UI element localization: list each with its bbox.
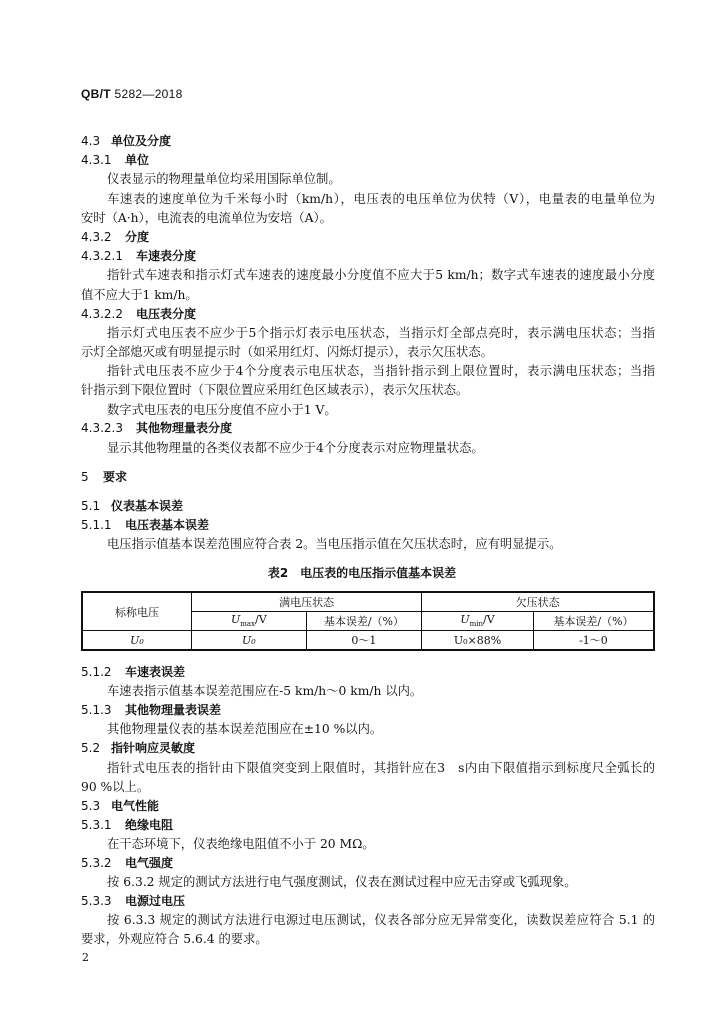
paragraph: 值不应大于1 km/h。 xyxy=(81,288,198,302)
heading-5-1-3: 5.1.3 其他物理量表误差 xyxy=(81,703,222,717)
heading-5-3-3: 5.3.3 电源过电压 xyxy=(81,894,186,908)
cell-umin: U₀×88% xyxy=(422,631,534,651)
cell-error-full: 0～1 xyxy=(306,631,422,651)
paragraph: 其他物理量仪表的基本误差范围应在±10 %以内。 xyxy=(107,722,383,736)
paragraph: 90 %以上。 xyxy=(81,780,150,794)
voltage-error-table xyxy=(81,591,655,651)
paragraph: 指针式车速表和指示灯式车速表的速度最小分度值不应大于5 km/h；数字式车速表的速度最小分度 xyxy=(107,268,655,282)
header-error-under: 基本误差/（%） xyxy=(533,612,654,631)
paragraph: 显示其他物理量的各类仪表都不应少于4个分度表示对应物理量状态。 xyxy=(107,441,484,455)
header-umin: $U_{min}/V$ xyxy=(422,612,534,631)
table-title: 表2 电压表的电压指示值基本误差 xyxy=(267,566,457,580)
header-umax: $U_{max}/V$ xyxy=(192,612,307,631)
heading-4-3-2: 4.3.2 分度 xyxy=(81,230,150,244)
heading-4-3: 4.3 单位及分度 xyxy=(81,134,172,148)
paragraph: 仪表显示的物理量单位均采用国际单位制。 xyxy=(107,172,341,186)
standard-number: 5282—2018 xyxy=(114,87,183,101)
heading-4-3-2-1: 4.3.2.1 车速表分度 xyxy=(81,249,197,263)
header-full-voltage: 满电压状态 xyxy=(192,592,422,612)
standard-code xyxy=(81,87,183,101)
heading-5-1: 5.1 仪表基本误差 xyxy=(81,499,184,513)
heading-5-2: 5.2 指针响应灵敏度 xyxy=(81,741,196,755)
paragraph: 指针式电压表不应少于4个分度表示电压状态，当指针指示到上限位置时，表示满电压状态；当指 xyxy=(107,364,655,378)
paragraph: 按 6.3.2 规定的测试方法进行电气强度测试，仪表在测试过程中应无击穿或飞弧现象。 xyxy=(107,875,577,889)
paragraph: 要求，外观应符合 5.6.4 的要求。 xyxy=(81,932,268,946)
header-error-full: 基本误差/（%） xyxy=(306,612,422,631)
page-number: 2 xyxy=(82,951,89,964)
paragraph: 指针式电压表的指针由下限值突变到上限值时，其指针应在3 s内由下限值指示到标度尺全弧长的 xyxy=(107,761,655,775)
heading-4-3-2-3: 4.3.2.3 其他物理量表分度 xyxy=(81,421,233,435)
paragraph: 在干态环境下，仪表绝缘电阻值不小于 20 MΩ。 xyxy=(107,837,375,851)
heading-4-3-2-2: 4.3.2.2 电压表分度 xyxy=(81,307,197,321)
heading-5-3: 5.3 电气性能 xyxy=(81,799,160,813)
paragraph: 针指示到下限位置时（下限位置应采用红色区域表示），表示欠压状态。 xyxy=(81,383,469,397)
cell-rated: U₀ xyxy=(82,631,192,651)
paragraph: 车速表的速度单位为千米每小时（km/h），电压表的电压单位为伏特（V），电量表的电量单位为 xyxy=(107,192,655,206)
header-rated-voltage: 标称电压 xyxy=(82,592,192,631)
paragraph: 按 6.3.3 规定的测试方法进行电源过电压测试，仪表各部分应无异常变化，读数误差应符合 5.1 的 xyxy=(107,913,655,927)
heading-4-3-1: 4.3.1 单位 xyxy=(81,153,150,167)
heading-5-1-2: 5.1.2 车速表误差 xyxy=(81,665,186,679)
heading-5-1-1: 5.1.1 电压表基本误差 xyxy=(81,518,210,532)
standard-prefix: QB/T xyxy=(81,87,111,101)
paragraph: 车速表指示值基本误差范围应在-5 km/h～0 km/h 以内。 xyxy=(107,684,423,698)
cell-error-under: -1～0 xyxy=(533,631,654,651)
heading-5-3-2: 5.3.2 电气强度 xyxy=(81,856,174,870)
paragraph: 数字式电压表的电压分度值不应小于1 V。 xyxy=(107,403,337,417)
paragraph: 指示灯式电压表不应少于5个指示灯表示电压状态，当指示灯全部点亮时，表示满电压状态；当指 xyxy=(107,326,655,340)
paragraph: 安时（A·h），电流表的电流单位为安培（A）。 xyxy=(81,211,332,225)
header-under-voltage: 欠压状态 xyxy=(422,592,654,612)
cell-umax: U₀ xyxy=(192,631,307,651)
heading-5-3-1: 5.3.1 绝缘电阻 xyxy=(81,818,174,832)
paragraph: 示灯全部熄灭或有明显提示时（如采用红灯、闪烁灯提示），表示欠压状态。 xyxy=(81,345,493,359)
heading-5: 5 要求 xyxy=(81,470,128,484)
paragraph: 电压指示值基本误差范围应符合表 2。当电压指示值在欠压状态时，应有明显提示。 xyxy=(107,537,562,551)
